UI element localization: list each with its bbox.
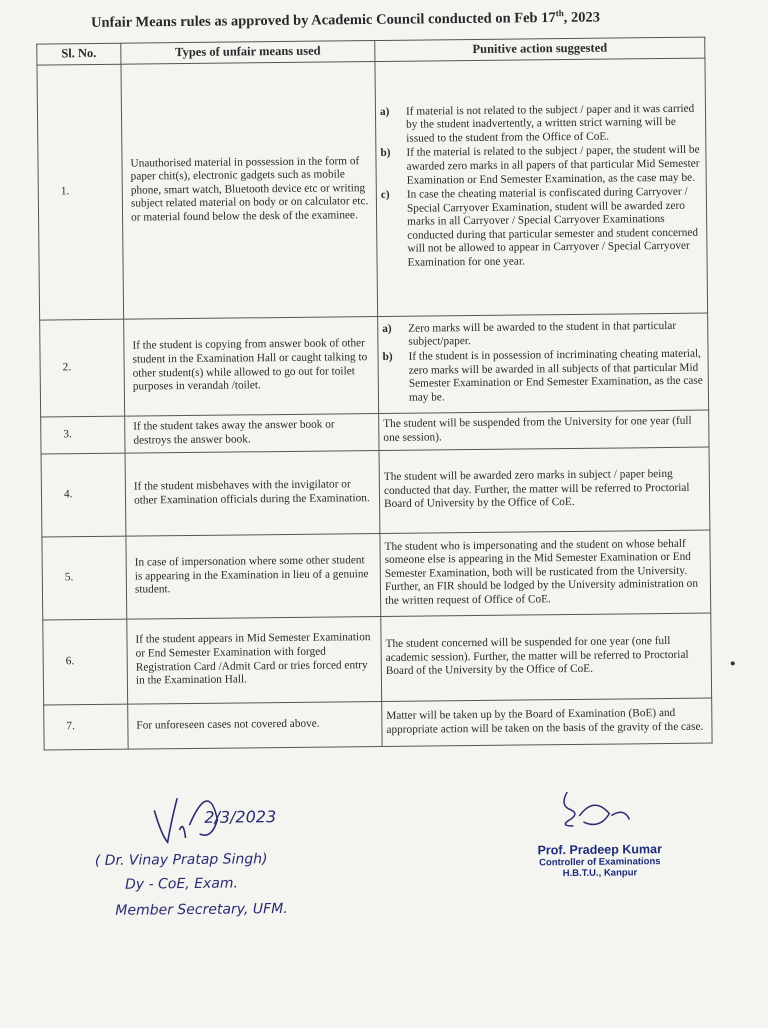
row-action: The student who is impersonating and the student on whose behalf someone else is appearing in the Mid Semester Examination or End Semester Examination, both will be rusticated from the University. Further, an FIR should be lodged by the University administration on the written request of Office of CoE. [380, 530, 711, 616]
signature-right-block [524, 784, 725, 896]
signer-designation: Dy - CoE, Exam. [124, 875, 239, 893]
action-item [382, 319, 703, 350]
title-tail: , 2023 [563, 9, 601, 26]
action-letter: c) [380, 188, 390, 202]
row-type: If the student is copying from answer book of other student in the Examination Hall or caught talking to other student(s) while allowed to go out for toilet purposes in verandah /toilet. [124, 316, 379, 416]
action-letter: b) [382, 350, 393, 363]
row-sl: 3. [41, 416, 125, 454]
signature-left-block [94, 788, 356, 941]
row-sl: 2. [40, 319, 125, 417]
row-action: Matter will be taken up by the Board of Examination (BoE) and appropriate action will be taken on the basis of the gravity of the case. [382, 698, 712, 746]
action-text: If material is not related to the subject / paper and it was carried by the student inadvertently, a written strict warning will be issued to the student from the Office of CoE. [405, 102, 695, 145]
row-type: If the student takes away the answer book or destroys the answer book. [125, 413, 379, 453]
header-action: Punitive action suggested [375, 37, 705, 61]
title-text: Unfair Means rules as approved by Academic Council conducted on Feb 17 [90, 9, 556, 31]
table-row [44, 698, 712, 750]
row-action: The student concerned will be suspended for one year (one full academic session). Further, the matter will be referred to Proctorial Board of the University by the Office of CoE. [381, 613, 712, 701]
table-row [42, 530, 711, 620]
stray-mark [731, 661, 735, 665]
title-superscript: th [555, 8, 564, 19]
row-type: If the student appears in Mid Semester Examination or End Semester Examination with forged Registration Card /Admit Card or tries forced entry in the Examination Hall. [127, 616, 382, 704]
row-sl: 5. [42, 536, 127, 620]
controller-signature-block [530, 842, 670, 879]
signer-name: ( Dr. Vinay Pratap Singh) [94, 851, 268, 870]
row-type: For unforeseen cases not covered above. [128, 701, 382, 749]
action-letter: b) [380, 147, 391, 160]
action-item [380, 144, 701, 188]
header-types: Types of unfair means used [121, 41, 375, 64]
row-sl: 7. [44, 704, 128, 750]
row-action [375, 58, 708, 316]
signer-role: Member Secretary, UFM. [115, 900, 288, 919]
header-sl-no: Sl. No. [37, 43, 121, 64]
document-title [91, 7, 651, 32]
row-type: Unauthorised material in possession in the form of paper chit(s), electronic gadgets such as mobile phone, smart watch, Bluetooth device etc or writing subject related material on body or on calculator etc. or material found below the desk of the examinee. [121, 61, 378, 319]
row-type: In case of impersonation where some other student is appearing in the Examination in lieu of a genuine student. [126, 533, 381, 619]
row-type: If the student misbehaves with the invigilator or other Examination officials during the Examination. [125, 450, 380, 536]
action-text: In case the cheating material is confiscated during Carryover / Special Carryover Examination, student will be awarded zero marks in all Carryover / Special Carryover Examinations conducted during that particular semester and student concerned will not be allowed to appear in Carryover / Special Carryover Examination for one year. [406, 185, 699, 269]
action-text: If the student is in possession of incriminating cheating material, zero marks will be awarded in all subjects of that particular Mid Semester Examination or End Semester Examination, as the case may be. [408, 347, 703, 404]
controller-designation: Controller of Examinations [539, 856, 661, 869]
row-action: The student will be suspended from the University for one year (full one session). [379, 410, 709, 450]
handwritten-signature-right [549, 785, 660, 841]
table-row [40, 313, 709, 417]
unfair-means-table [36, 37, 712, 751]
controller-institution: H.B.T.U., Kanpur [562, 867, 638, 880]
action-item [382, 348, 704, 406]
row-sl: 6. [43, 619, 128, 705]
action-item [381, 186, 703, 271]
row-action: The student will be awarded zero marks in subject / paper being conducted that day. Further, the matter will be referred to Proctorial Board of University by the Office of CoE. [379, 447, 710, 533]
table-row [41, 447, 710, 537]
action-letter: a) [379, 105, 390, 118]
action-text: Zero marks will be awarded to the student in that particular subject/paper. [408, 319, 677, 349]
signature-date: 2/3/2023 [204, 807, 277, 827]
row-action [378, 313, 709, 413]
action-letter: a) [382, 322, 392, 335]
action-text: If the material is related to the subject / paper, the student will be awarded zero marks in all papers of that particular Mid Semester Examination or End Semester Examination, as the case may be. [406, 143, 700, 187]
controller-name: Prof. Pradeep Kumar [537, 842, 662, 858]
table-row [43, 613, 712, 705]
table-row [37, 58, 708, 320]
row-sl: 4. [41, 453, 126, 537]
row-sl: 1. [37, 64, 124, 320]
action-item [380, 102, 701, 146]
